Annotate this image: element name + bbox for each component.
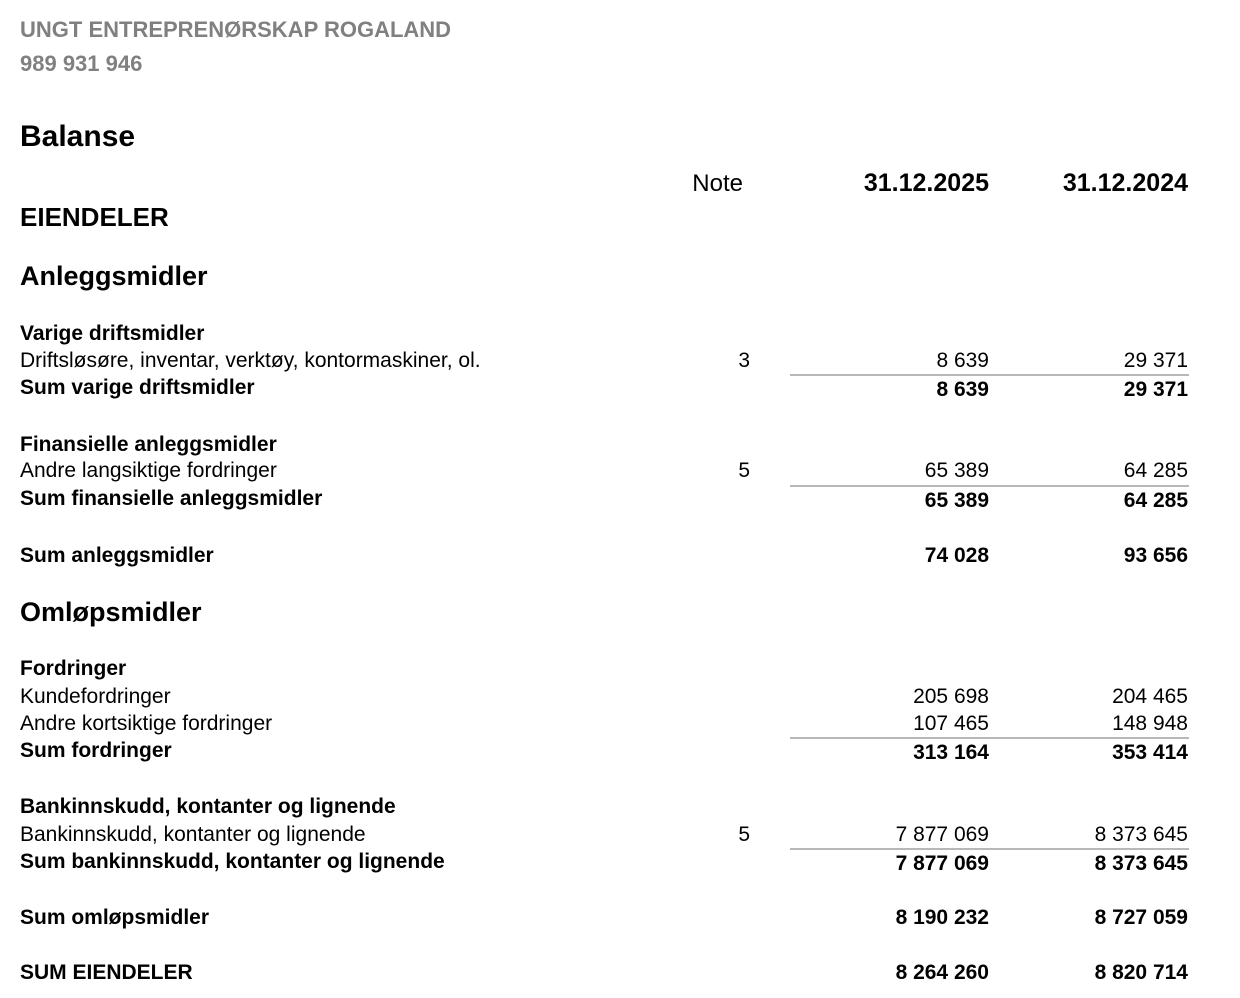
sum-value-2025: 7 877 069 — [895, 852, 989, 875]
line-item-label: Kundefordringer — [20, 685, 171, 708]
page-title: Balanse — [20, 120, 136, 153]
column-header-note: Note — [692, 170, 743, 197]
company-name: UNGT ENTREPRENØRSKAP ROGALAND — [20, 17, 452, 42]
subtotal-rule — [790, 374, 1189, 376]
sum-value-2024: 353 414 — [1112, 741, 1188, 764]
sum-label: Sum varige driftsmidler — [20, 376, 255, 399]
financial-assets-heading: Finansielle anleggsmidler — [20, 433, 277, 456]
value-2024: 64 285 — [1123, 459, 1188, 482]
value-2025: 107 465 — [913, 712, 989, 735]
value-2025: 205 698 — [913, 685, 989, 708]
tangible-assets-heading: Varige driftsmidler — [20, 322, 205, 345]
value-2025: 7 877 069 — [895, 823, 989, 846]
column-header-2025: 31.12.2025 — [863, 169, 989, 197]
org-number: 989 931 946 — [20, 51, 143, 76]
sum-label: Sum bankinnskudd, kontanter og lignende — [20, 850, 445, 873]
value-2025: 65 389 — [924, 459, 989, 482]
sum-label: Sum fordringer — [20, 739, 172, 762]
assets-heading: EIENDELER — [20, 202, 169, 232]
sum-label: Sum anleggsmidler — [20, 544, 214, 567]
note-ref: 5 — [738, 459, 750, 482]
value-2025: 8 639 — [936, 349, 989, 372]
receivables-heading: Fordringer — [20, 657, 127, 680]
total-value-2025: 8 264 260 — [895, 961, 989, 984]
subtotal-rule — [790, 737, 1189, 739]
sum-value-2025: 8 190 232 — [895, 906, 989, 929]
line-item-label: Andre kortsiktige fordringer — [20, 712, 273, 735]
value-2024: 148 948 — [1112, 712, 1188, 735]
subtotal-rule — [790, 485, 1189, 487]
current-assets-heading: Omløpsmidler — [20, 597, 202, 627]
bank-heading: Bankinnskudd, kontanter og lignende — [20, 795, 396, 818]
sum-value-2024: 29 371 — [1123, 378, 1188, 401]
total-value-2024: 8 820 714 — [1094, 961, 1188, 984]
note-ref: 5 — [738, 823, 750, 846]
value-2024: 8 373 645 — [1094, 823, 1188, 846]
sum-value-2025: 8 639 — [936, 378, 989, 401]
sum-value-2024: 64 285 — [1123, 489, 1188, 512]
value-2024: 29 371 — [1123, 349, 1188, 372]
sum-value-2025: 313 164 — [913, 741, 989, 764]
line-item-label: Driftsløsøre, inventar, verktøy, kontormaskiner, ol. — [20, 349, 481, 372]
sum-label: Sum omløpsmidler — [20, 906, 210, 929]
sum-label: Sum finansielle anleggsmidler — [20, 487, 323, 510]
total-assets-label: SUM EIENDELER — [20, 961, 193, 984]
subtotal-rule — [790, 848, 1189, 850]
column-header-2024: 31.12.2024 — [1062, 169, 1188, 197]
note-ref: 3 — [738, 349, 750, 372]
line-item-label: Andre langsiktige fordringer — [20, 459, 277, 482]
line-item-label: Bankinnskudd, kontanter og lignende — [20, 823, 366, 846]
value-2024: 204 465 — [1112, 685, 1188, 708]
sum-value-2025: 65 389 — [924, 489, 989, 512]
sum-value-2024: 8 727 059 — [1094, 906, 1188, 929]
sum-value-2024: 93 656 — [1123, 544, 1188, 567]
sum-value-2025: 74 028 — [924, 544, 989, 567]
sum-value-2024: 8 373 645 — [1094, 852, 1188, 875]
fixed-assets-heading: Anleggsmidler — [20, 261, 208, 291]
